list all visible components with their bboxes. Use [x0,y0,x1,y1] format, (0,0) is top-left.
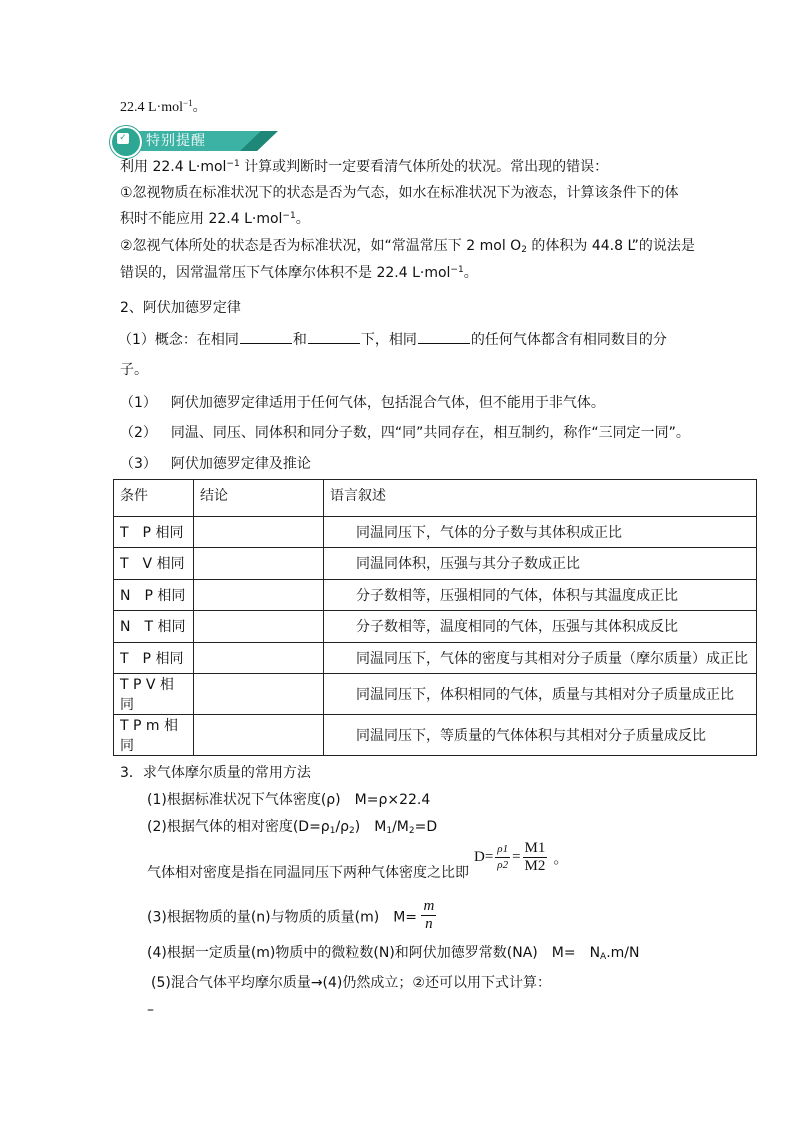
reminder-line-3-pre: 积时不能应用 22.4 L·mol [120,211,283,227]
table-header-row [114,480,757,517]
m2: M2 [524,858,546,874]
m1: M1 [524,840,546,856]
point-1-text: 阿伏加德罗定律适用于任何气体，包括混合气体，但不能用于非气体。 [170,395,605,411]
point-3 [120,453,311,473]
reminder-line-4 [120,235,695,255]
reminder-line-5 [120,262,478,282]
condition-cell: N P 相同 [114,579,194,611]
reminder-line-4-pre: ②忽视气体所处的状态是否为标准状况，如“常温常压下 2 mol O [120,238,522,254]
section-3-heading: 3．求气体摩尔质量的常用方法 [120,765,311,781]
condition-cell: T P V 相同 [114,674,194,715]
reminder-line-1 [120,156,608,176]
reminder-line-5-sup: −1 [450,265,464,275]
reminder-line-1-post: 计算或判断时一定要看清气体所处的状况。常出现的错误： [239,159,609,175]
formula-end: 。 [553,851,569,867]
reminder-line-4-sub: 2 [521,245,527,255]
point-1-number: （1） [120,395,157,411]
concept-line [118,329,667,349]
top-line-end: 。 [192,100,207,115]
description-cell: 同温同压下，气体的分子数与其体积成正比 [324,516,757,548]
method-4-post: .m/N [606,945,640,961]
table-row [114,579,757,611]
banner-label: 特别提醒 [146,133,206,149]
table-row [114,611,757,643]
fraction-n: n [425,916,433,932]
point-3-text: 阿伏加德罗定律及推论 [170,456,311,472]
conclusion-cell [194,642,324,674]
m-over-n-fraction [421,898,436,933]
table-row [114,674,757,715]
trailing-mark: – [147,1002,154,1018]
condition-cell: T V 相同 [114,548,194,580]
reminder-line-4-post: 的体积为 44.8 L”的说法是 [526,238,695,254]
method-2-note: 气体相对密度是指在同温同压下两种气体密度之比即 [147,865,469,881]
section-2-heading: 2、阿伏加德罗定律 [120,300,241,316]
conclusion-cell [194,579,324,611]
method-2-mid-2: /M [392,819,409,835]
table-row [114,642,757,674]
table-row [114,715,757,756]
formula-equals: = [512,849,521,865]
method-4 [147,942,640,962]
top-line-sup: −1 [183,98,193,108]
condition-cell: N T 相同 [114,611,194,643]
method-2-end: =D [414,819,438,835]
method-2-pre: (2)根据气体的相对密度(D=ρ [147,819,330,835]
rho1: ρ1 [495,842,510,858]
method-2-sub-1: 1 [329,826,336,836]
method-2-sub-3: 1 [386,826,393,836]
method-5: (5)混合气体平均摩尔质量→(4)仍然成立；②还可以用下式计算： [151,975,551,991]
header-conclusion: 结论 [194,480,324,517]
blank-temperature[interactable] [240,331,292,344]
method-4-sub: A [600,952,607,962]
method-2-post: ) M [354,819,387,835]
header-description: 语言叙述 [324,480,757,517]
condition-cell: T P 相同 [114,642,194,674]
method-2-mid: /ρ [335,819,350,835]
table-row [114,548,757,580]
description-cell: 同温同压下，体积相同的气体，质量与其相对分子质量成正比 [324,674,757,715]
method-2 [147,816,437,836]
description-cell: 同温同体积，压强与其分子数成正比 [324,548,757,580]
method-1: (1)根据标准状况下气体密度(ρ) M=ρ×22.4 [147,792,431,808]
point-2-number: （2） [120,425,157,441]
reminder-line-3-sup: −1 [282,211,296,221]
top-line-text: 22.4 L·mol [120,100,183,115]
condition-cell: T P 相同 [114,516,194,548]
rho-ratio-fraction [495,842,510,873]
method-4-pre: (4)根据一定质量(m)物质中的微粒数(N)和阿伏加德罗常数(NA) M= N [147,945,601,961]
special-reminder-banner [108,126,288,156]
method-3-text: (3)根据物质的量(n)与物质的质量(m) M= [147,909,417,926]
point-3-number: （3） [120,456,157,472]
description-cell: 分子数相等，压强相同的气体，体积与其温度成正比 [324,579,757,611]
concept-text-d: 的任何气体都含有相同数目的分 [470,332,667,348]
point-1 [120,392,605,412]
description-cell: 分子数相等，温度相同的气体，压强与其体积成反比 [324,611,757,643]
conclusion-cell [194,715,324,756]
method-2-sub-2: 2 [349,826,355,836]
reminder-line-2: ①忽视物质在标准状况下的状态是否为气态，如水在标准状况下为液态，计算该条件下的体 [120,185,679,201]
concept-text-a: （1）概念：在相同 [118,332,239,348]
conclusion-cell [194,516,324,548]
reminder-line-1-pre: 利用 22.4 L·mol [120,159,227,175]
description-cell: 同温同压下，气体的密度与其相对分子质量（摩尔质量）成正比 [324,642,757,674]
reminder-line-1-sup: −1 [226,159,240,169]
relative-density-formula [474,840,568,875]
avogadro-law-table [113,479,757,756]
point-2 [120,422,690,442]
check-icon: ✓ [117,133,129,144]
concept-text-b: 和 [292,332,307,348]
blank-pressure[interactable] [308,331,360,344]
conclusion-cell [194,611,324,643]
fraction-m: m [423,898,435,914]
rho2: ρ2 [497,859,509,871]
condition-cell: T P m 相同 [114,715,194,756]
description-cell: 同温同压下，等质量的气体体积与其相对分子质量成反比 [324,715,757,756]
header-condition: 条件 [114,480,194,517]
reminder-line-5-pre: 错误的，因常温常压下气体摩尔体积不是 22.4 L·mol [120,265,451,281]
concept-text-c: 下，相同 [360,332,417,348]
reminder-line-3 [120,208,310,228]
molar-mass-ratio-fraction [523,840,548,875]
reminder-line-5-post: 。 [463,265,478,281]
table-body [114,480,757,756]
method-2-sub-4: 2 [408,826,415,836]
blank-volume[interactable] [418,331,470,344]
formula-d-label: D= [474,849,494,865]
method-3 [147,900,436,935]
reminder-line-3-post: 。 [295,211,310,227]
conclusion-cell [194,674,324,715]
conclusion-cell [194,548,324,580]
table-row [114,516,757,548]
concept-line-2: 子。 [120,362,148,378]
point-2-text: 同温、同压、同体积和同分子数，四“同”共同存在，相互制约，称作“三同定一同”。 [170,425,690,441]
top-line [120,96,207,116]
